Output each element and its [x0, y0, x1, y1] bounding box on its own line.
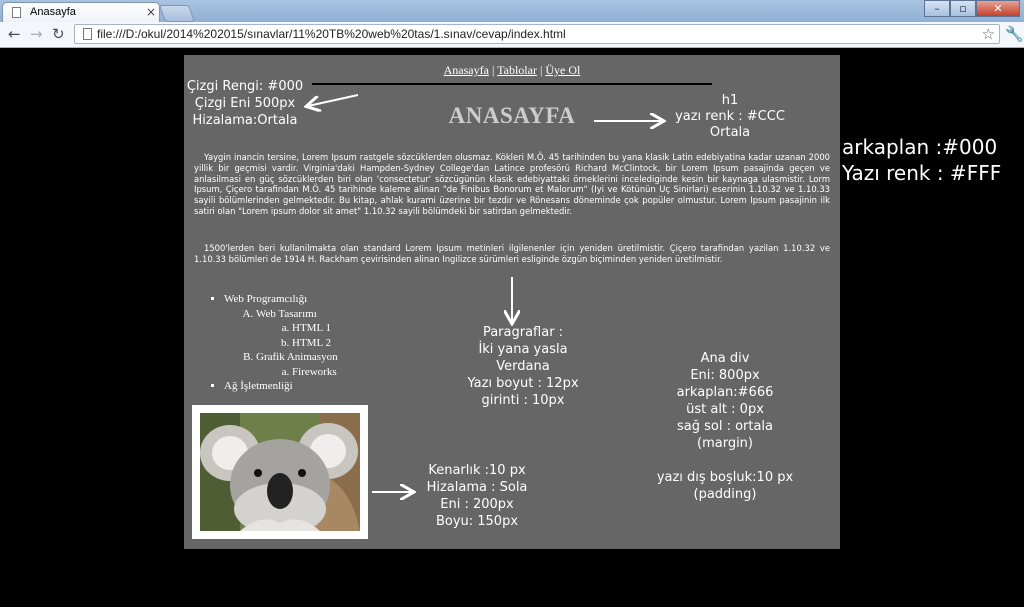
annotation-text — [640, 452, 810, 469]
address-bar[interactable] — [74, 24, 1000, 44]
annotation-text: Eni : 200px — [440, 497, 514, 512]
new-tab-button[interactable] — [159, 5, 195, 22]
image-border — [192, 405, 368, 539]
annotation-ana-div — [640, 350, 810, 503]
annotation-text: Boyu: 150px — [435, 514, 519, 529]
annotation-text: girinti : 10px — [481, 393, 565, 408]
horizontal-rule — [312, 83, 712, 85]
minimize-button[interactable]: – — [924, 0, 950, 17]
list-item: b. HTML 2 — [292, 336, 338, 351]
list-item — [256, 350, 338, 379]
annotation-line — [182, 78, 308, 129]
list-item: ▪ Ağ İşletmenliği — [224, 379, 338, 394]
annotation-text: Hizalama:Ortala — [192, 113, 298, 128]
annotation-h1 — [640, 93, 820, 141]
window-controls — [924, 0, 1020, 18]
list-item-label: Web Tasarımı — [256, 307, 317, 320]
browser-tab[interactable] — [2, 2, 160, 22]
forward-icon[interactable]: → — [30, 25, 43, 43]
url-text[interactable]: file:///D:/okul/2014%202015/sınavlar/11%20TB%20web%20tas/1.sınav/cevap/index.html — [97, 27, 566, 41]
browser-toolbar — [0, 22, 1024, 48]
star-icon[interactable]: ☆ — [981, 25, 995, 43]
annotation-text: Yazı renk : #FFF — [842, 161, 1002, 185]
paragraph-2-text: 1500'lerden beri kullanilmakta olan standard Lorem Ipsum metinleri ilgilenenler için yeniden üretilmistir. Çiçero tarafindan yazilan 1.10.32 ve 1.10.33 bölümleri de 1914 H. Rackham çevirisinden alinan Ingilizce sürümleri esliginde özgün biçiminden yeniden üretilmistir. — [194, 243, 830, 264]
annotation-text: üst alt : 0px — [686, 402, 764, 417]
page-heading: ANASAYFA — [448, 103, 576, 128]
annotation-body — [842, 134, 1024, 186]
page-icon — [83, 28, 92, 40]
paragraph-2 — [194, 243, 830, 265]
maximize-button[interactable]: ▫ — [950, 0, 976, 17]
nav-separator: | — [539, 63, 543, 77]
list-item: a. Fireworks — [292, 365, 338, 380]
annotation-text: Hizalama : Sola — [426, 480, 528, 495]
list-item — [224, 292, 338, 379]
annotation-text: İki yana yasla — [478, 342, 568, 357]
nav-menu — [184, 63, 840, 78]
nav-link-anasayfa[interactable]: Anasayfa — [443, 63, 489, 77]
annotation-text: Verdana — [496, 359, 550, 374]
annotation-text: yazı dış boşluk:10 px — [656, 470, 794, 485]
annotation-text: Paragraflar : — [482, 325, 564, 340]
annotation-text: arkaplan :#000 — [842, 135, 998, 159]
annotation-text: Yazı boyut : 12px — [467, 376, 579, 391]
annotation-text: h1 — [721, 93, 739, 108]
back-icon[interactable]: ← — [8, 25, 21, 43]
annotation-text: Çizgi Rengi: #000 — [186, 79, 304, 94]
tab-close-icon[interactable]: × — [146, 5, 157, 19]
paragraph-1 — [194, 152, 830, 217]
annotation-paragraph — [438, 324, 608, 409]
annotation-image — [402, 462, 552, 530]
list-item: a. HTML 1 — [292, 321, 338, 336]
annotation-text: Ortala — [709, 125, 751, 140]
list-item-label: Web Programcılığı — [224, 293, 308, 305]
title-bar — [0, 0, 1024, 22]
close-window-button[interactable]: ✕ — [976, 0, 1020, 17]
annotation-text: yazı renk : #CCC — [675, 109, 785, 124]
wrench-icon[interactable]: 🔧 — [1005, 25, 1024, 43]
annotation-text: (margin) — [697, 436, 753, 451]
annotation-text: Kenarlık :10 px — [428, 463, 526, 478]
list-item — [256, 307, 338, 351]
tab-title: Anasayfa — [30, 6, 76, 18]
annotation-text: (padding) — [693, 487, 757, 502]
page-icon — [12, 7, 21, 18]
nav-separator: | — [491, 63, 495, 77]
list-item-label: Grafik Animasyon — [256, 351, 338, 363]
nav-link-uye-ol[interactable]: Üye Ol — [545, 63, 581, 77]
reload-icon[interactable]: ↻ — [52, 25, 65, 43]
nav-link-tablolar[interactable]: Tablolar — [497, 63, 537, 77]
annotation-text: Ana div — [700, 351, 750, 366]
annotation-text: arkaplan:#666 — [676, 385, 774, 400]
nested-list — [194, 292, 338, 394]
koala-image — [200, 413, 360, 531]
paragraph-1-text: Yaygin inancin tersine, Lorem Ipsum rastgele sözcüklerden olusmaz. Kökleri M.Ö. 45 tarihinden bu yana klasik Latin edebiyatina kadar uzanan 2000 yillik bir geçmisi vardir. Virginia'daki Hampden-Sydney College'dan Latince profesörü Richard McClintock, bir Lorem Ipsum pasajinda geçen ve anlasilmasi en güç sözcüklerden biri olan 'consectetur' sözcügünün klasik edebiyattaki örneklerini inceledi​ginde kesin bir kaynaga ulasmistir. Lorm Ipsum, Çiçero tarafindan M.Ö. 45 tarihinde kaleme alinan "de Finibus Bonorum et Malorum" (Iyi ve Kötünün Uç Sinirlari) eserinin 1.10.32 ve 1.10.33 sayili bölümlerinden gelmektedir. Bu kitap, ahlak kurami üzerine bir tezdir ve Rönesans döneminde çok popüler olmustur. Lorem Ipsum pasajinin ilk satiri olan "Lorem ipsum dolor sit amet" 1.10.32 sayili bölümdeki bir satirdan gelmektedir. — [194, 152, 830, 216]
annotation-text: sağ sol : ortala — [676, 419, 774, 434]
page-viewport — [0, 48, 1024, 607]
annotation-text: Eni: 800px — [690, 368, 760, 383]
annotation-text: Çizgi Eni 500px — [194, 96, 296, 111]
